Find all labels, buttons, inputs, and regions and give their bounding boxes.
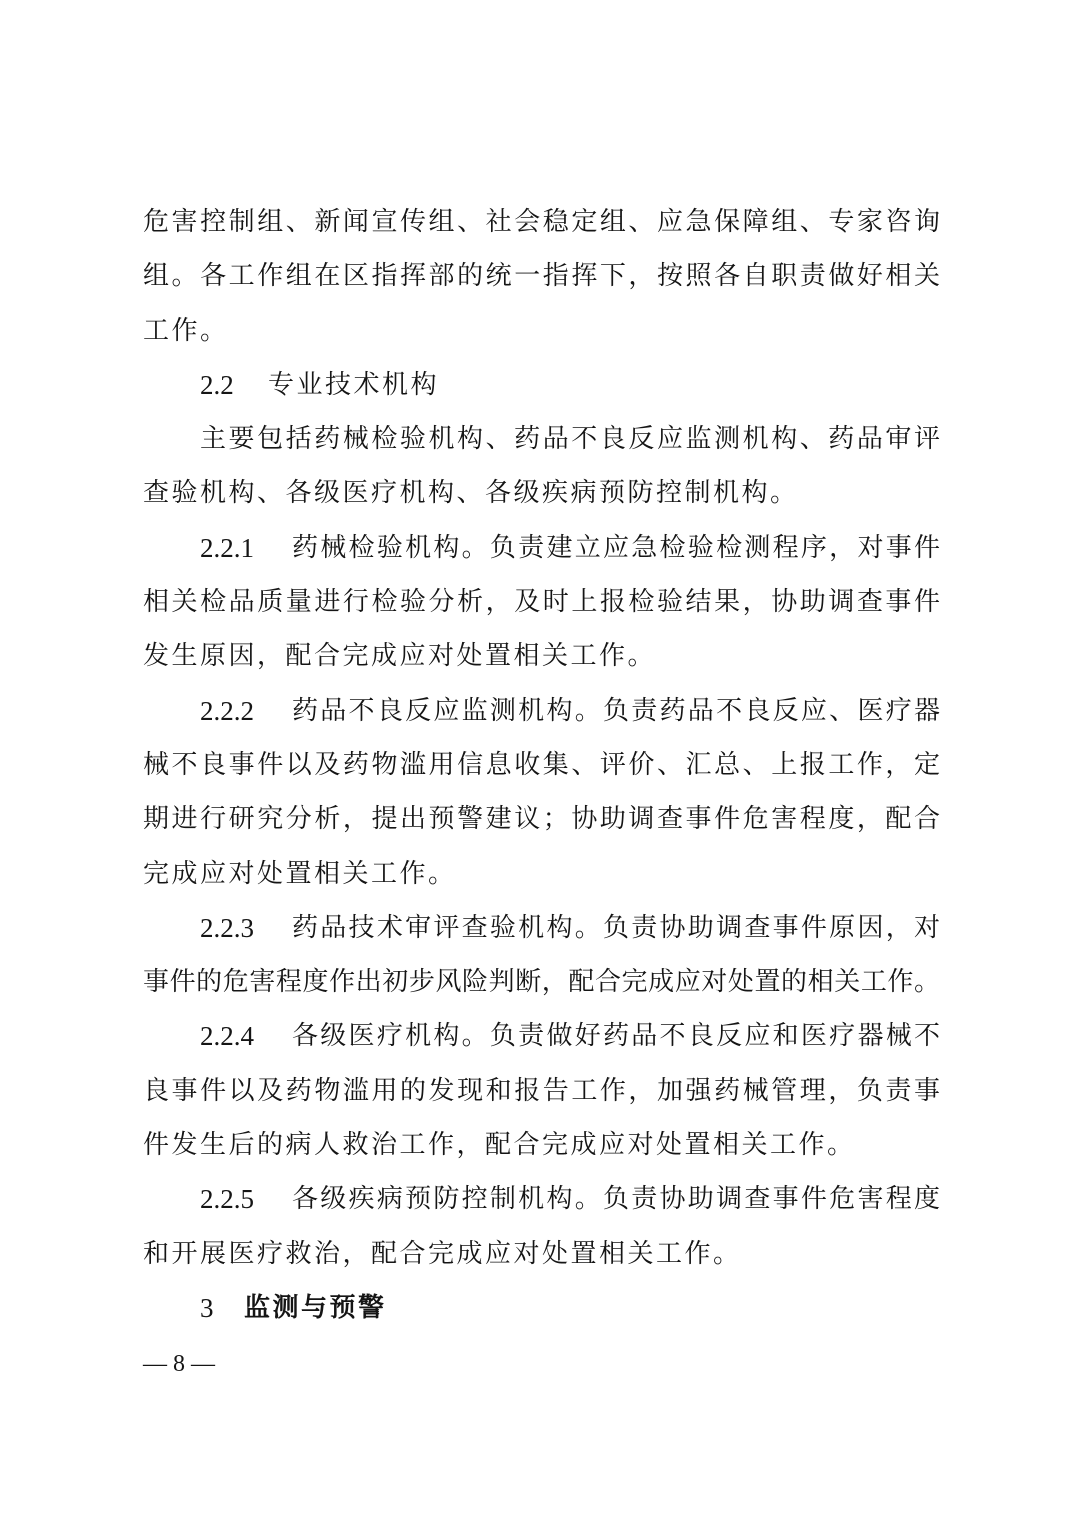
item-first-line: 各级医疗机构。负责做好药品不良反应和医疗器械不	[292, 1021, 940, 1052]
paragraph-line: 完成应对处置相关工作。	[143, 858, 457, 889]
paragraph-line: 事件的危害程度作出初步风险判断，配合完成应对处置的相关工作。	[143, 967, 940, 998]
section-heading-3	[143, 1281, 940, 1335]
paragraph-line: 主要包括药械检验机构、药品不良反应监测机构、药品审评	[200, 424, 940, 455]
item-number: 2.2.1	[200, 532, 254, 563]
item-number: 2.2.5	[200, 1184, 254, 1215]
page-number: — 8 —	[143, 1351, 215, 1377]
item-number: 2.2.2	[200, 695, 254, 726]
paragraph-line: 发生原因，配合完成应对处置相关工作。	[143, 641, 657, 672]
section-heading-2-2	[143, 358, 940, 412]
item-2-2-5	[143, 1172, 940, 1226]
item-number: 2.2.3	[200, 912, 254, 943]
paragraph-line: 件发生后的病人救治工作，配合完成应对处置相关工作。	[143, 1130, 856, 1161]
item-2-2-1	[143, 521, 940, 575]
paragraph-line: 组。各工作组在区指挥部的统一指挥下，按照各自职责做好相关	[143, 261, 940, 292]
paragraph-line: 相关检品质量进行检验分析，及时上报检验结果，协助调查事件	[143, 587, 940, 618]
item-2-2-4	[143, 1009, 940, 1063]
item-number: 2.2.4	[200, 1021, 254, 1052]
item-first-line: 药品技术审评查验机构。负责协助调查事件原因，对	[292, 912, 940, 943]
item-2-2-2	[143, 684, 940, 738]
section-number: 3	[200, 1292, 214, 1323]
section-title: 专业技术机构	[268, 369, 440, 400]
item-first-line: 药械检验机构。负责建立应急检验检测程序，对事件	[292, 532, 940, 563]
item-first-line: 药品不良反应监测机构。负责药品不良反应、医疗器	[292, 695, 940, 726]
paragraph-line: 工作。	[143, 315, 229, 346]
section-number: 2.2	[200, 369, 234, 400]
paragraph-line: 械不良事件以及药物滥用信息收集、评价、汇总、上报工作，定	[143, 749, 940, 780]
section-title: 监测与预警	[244, 1292, 387, 1323]
paragraph-line: 查验机构、各级医疗机构、各级疾病预防控制机构。	[143, 478, 799, 509]
document-body	[143, 195, 940, 1335]
paragraph-line: 良事件以及药物滥用的发现和报告工作，加强药械管理，负责事	[143, 1075, 940, 1106]
paragraph-line: 期进行研究分析，提出预警建议；协助调查事件危害程度，配合	[143, 804, 940, 835]
paragraph-line: 危害控制组、新闻宣传组、社会稳定组、应急保障组、专家咨询	[143, 207, 940, 237]
item-2-2-3	[143, 901, 940, 955]
paragraph-line: 和开展医疗救治，配合完成应对处置相关工作。	[143, 1238, 742, 1269]
item-first-line: 各级疾病预防控制机构。负责协助调查事件危害程度	[292, 1184, 940, 1215]
